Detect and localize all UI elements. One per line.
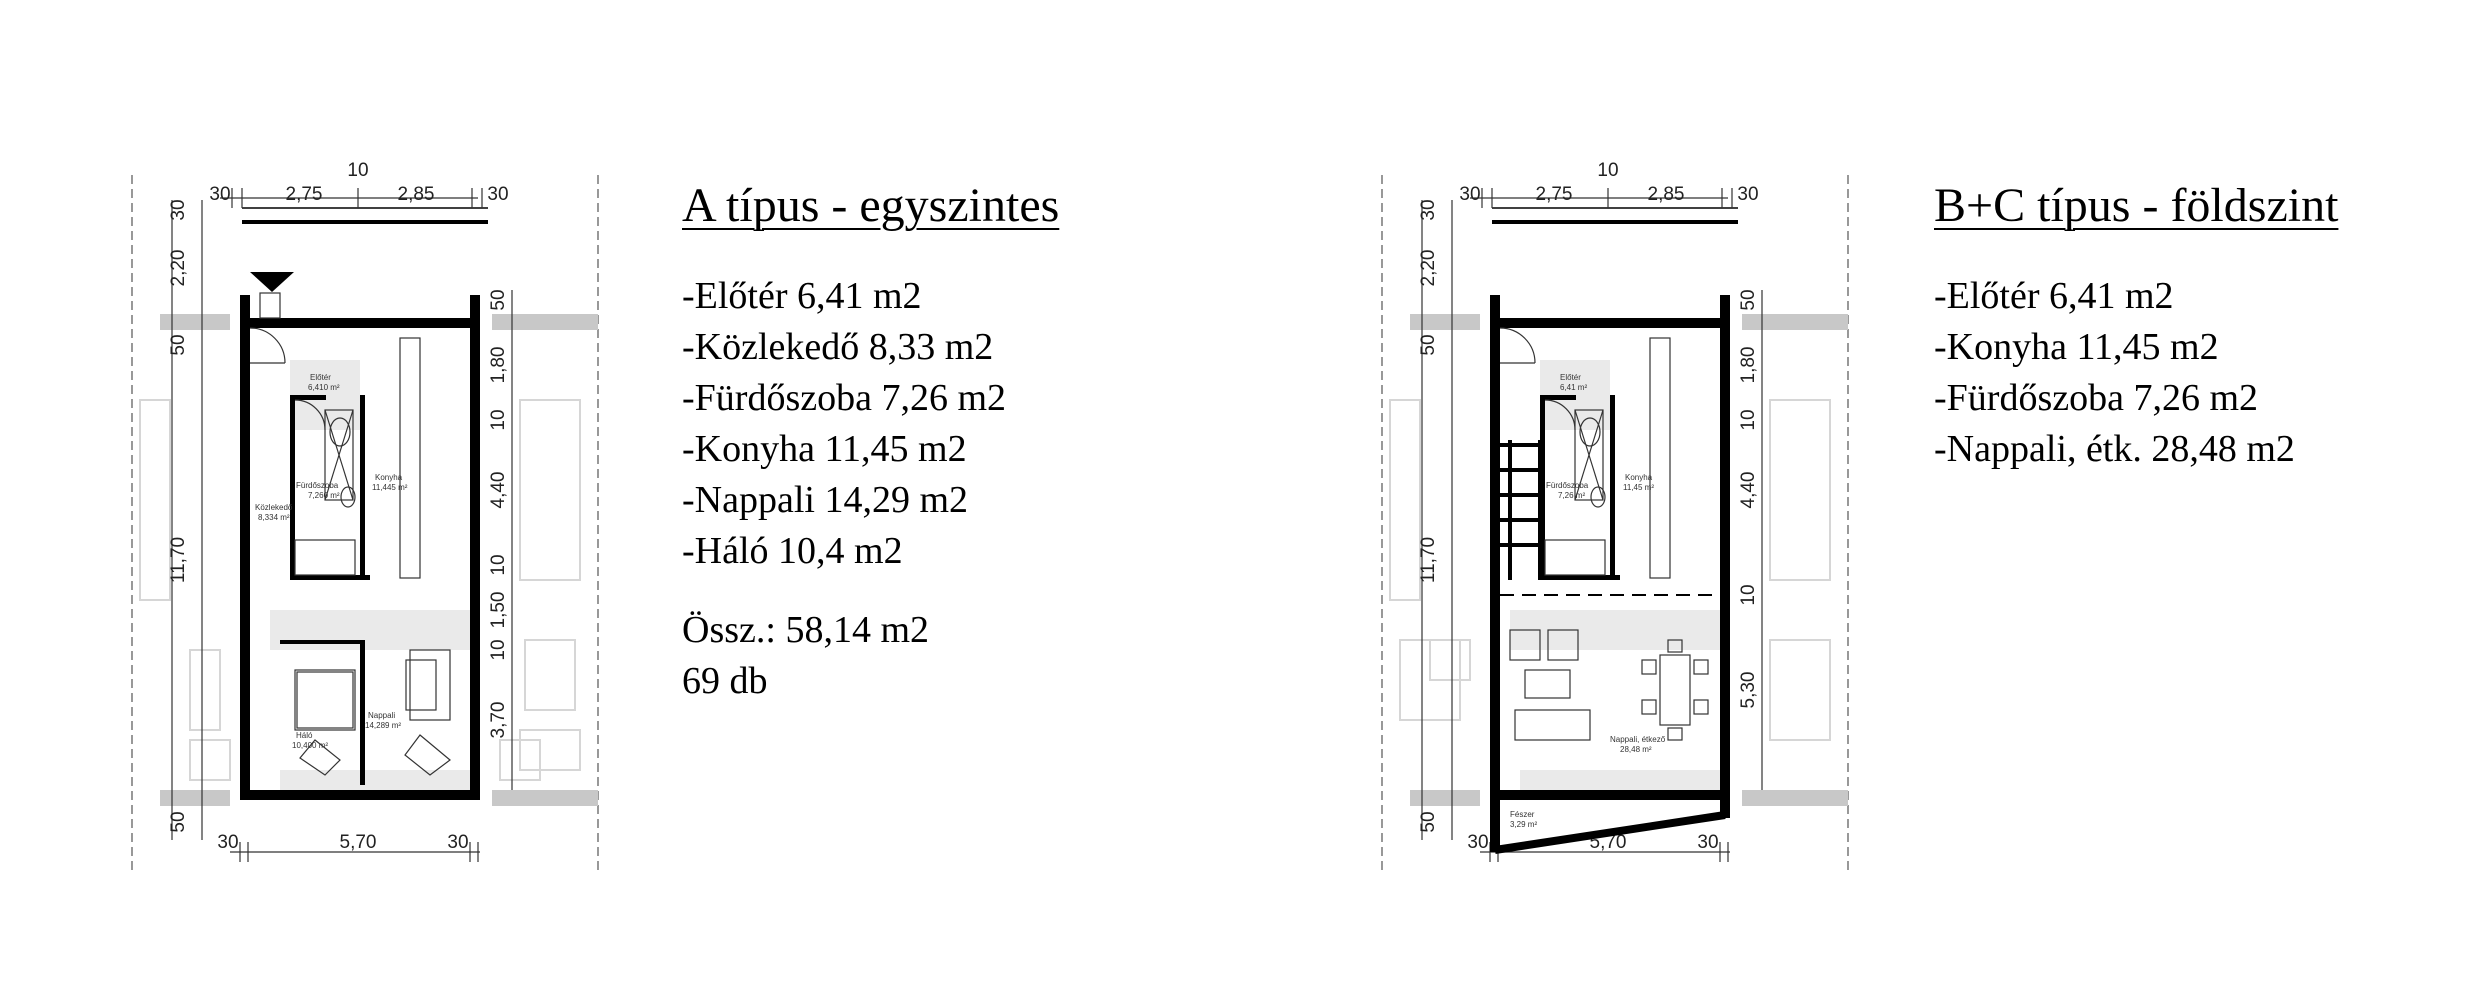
room-area-konyha: 11,445 m² bbox=[372, 483, 408, 492]
list-item: -Háló 10,4 m2 bbox=[682, 530, 903, 572]
dim-top-b: 2,75 bbox=[1535, 184, 1573, 205]
dim-left-total: 11,70 bbox=[168, 536, 189, 584]
plan-a-total: Össz.: 58,14 m2 bbox=[682, 609, 929, 651]
floor-plan-bc bbox=[1370, 0, 1890, 989]
dim-top-total: 10 bbox=[1597, 160, 1619, 181]
dim-right-4: 10 bbox=[1738, 584, 1759, 606]
legend-a bbox=[682, 178, 1059, 707]
room-area-eloter: 6,41 m² bbox=[1560, 383, 1588, 392]
dim-right-1: 1,80 bbox=[1738, 346, 1759, 384]
plan-a-title: A típus - egyszintes bbox=[682, 179, 1060, 232]
dim-left-c: 50 bbox=[168, 334, 189, 356]
dim-top-b: 2,75 bbox=[285, 184, 323, 205]
room-area-konyha: 11,45 m² bbox=[1623, 483, 1654, 492]
floor-plan-a-drawing bbox=[120, 0, 640, 989]
dim-right-3: 4,40 bbox=[1738, 471, 1759, 509]
dim-right-7: 3,70 bbox=[488, 701, 509, 739]
plan-bc-title: B+C típus - földszint bbox=[1934, 179, 2339, 232]
list-item: -Közlekedő 8,33 m2 bbox=[682, 326, 994, 368]
floor-plan-bc-drawing bbox=[1370, 0, 1890, 989]
room-label-konyha: Konyha bbox=[1625, 473, 1653, 482]
dim-right-6: 10 bbox=[488, 639, 509, 661]
dim-top-c: 2,85 bbox=[397, 184, 435, 205]
room-label-eloter: Előtér bbox=[1560, 373, 1581, 382]
floor-plan-a bbox=[120, 0, 640, 989]
room-label-feszer: Fészer bbox=[1510, 810, 1535, 819]
dim-left-a: 30 bbox=[1418, 199, 1439, 221]
room-area-halo: 10,400 m² bbox=[292, 741, 329, 750]
legend-bc bbox=[1934, 178, 2338, 475]
plan-a-room-list bbox=[682, 271, 1059, 577]
dim-left-b: 2,20 bbox=[1418, 249, 1439, 287]
dim-right-3: 4,40 bbox=[488, 471, 509, 509]
list-item: -Előtér 6,41 m2 bbox=[1934, 275, 2174, 317]
dim-bottom-c: 30 bbox=[1697, 832, 1719, 853]
room-label-halo: Háló bbox=[296, 731, 313, 740]
dim-right-chain bbox=[1738, 289, 1759, 708]
dim-left-d: 50 bbox=[1418, 811, 1439, 833]
dim-bottom-c: 30 bbox=[447, 832, 469, 853]
room-label-konyha: Konyha bbox=[375, 473, 403, 482]
room-area-nappali: 14,289 m² bbox=[365, 721, 402, 730]
plan-a-count: 69 db bbox=[682, 660, 768, 702]
room-area-kozlekedo: 8,334 m² bbox=[258, 513, 290, 522]
room-label-furdo: Fürdőszoba bbox=[1546, 481, 1589, 490]
dim-right-4: 10 bbox=[488, 554, 509, 576]
room-label-nappali: Nappali, étkező bbox=[1610, 735, 1666, 744]
room-label-eloter: Előtér bbox=[310, 373, 331, 382]
list-item: -Fürdőszoba 7,26 m2 bbox=[682, 377, 1007, 419]
list-item: -Konyha 11,45 m2 bbox=[1934, 326, 2219, 368]
dim-left-b: 2,20 bbox=[168, 249, 189, 287]
dim-left-c: 50 bbox=[1418, 334, 1439, 356]
dim-top-a: 30 bbox=[209, 184, 231, 205]
dim-left-d: 50 bbox=[168, 811, 189, 833]
entrance-marker-icon bbox=[250, 272, 294, 292]
dim-right-5: 5,30 bbox=[1738, 671, 1759, 709]
dim-bottom-b: 5,70 bbox=[1589, 832, 1627, 853]
room-area-feszer: 3,29 m² bbox=[1510, 820, 1538, 829]
dim-top-c: 2,85 bbox=[1647, 184, 1685, 205]
dim-top-d: 30 bbox=[1737, 184, 1759, 205]
dim-right-0: 50 bbox=[488, 289, 509, 311]
room-area-nappali: 28,48 m² bbox=[1620, 745, 1652, 754]
dim-right-5: 1,50 bbox=[488, 591, 509, 629]
dim-left-a: 30 bbox=[168, 199, 189, 221]
dim-bottom-a: 30 bbox=[1467, 832, 1489, 853]
dim-bottom-a: 30 bbox=[217, 832, 239, 853]
dim-top-total: 10 bbox=[347, 160, 369, 181]
dim-top-a: 30 bbox=[1459, 184, 1481, 205]
list-item: -Nappali, étk. 28,48 m2 bbox=[1934, 428, 2295, 470]
dim-right-0: 50 bbox=[1738, 289, 1759, 311]
room-label-furdo: Fürdőszoba bbox=[296, 481, 339, 490]
room-label-nappali: Nappali bbox=[368, 711, 396, 720]
list-item: -Konyha 11,45 m2 bbox=[682, 428, 967, 470]
room-area-furdo: 7,26 m² bbox=[1558, 491, 1586, 500]
dim-right-chain bbox=[488, 289, 509, 738]
room-label-kozlekedo: Közlekedő bbox=[255, 503, 293, 512]
dim-bottom-b: 5,70 bbox=[339, 832, 377, 853]
dim-right-1: 1,80 bbox=[488, 346, 509, 384]
plan-bc-room-list bbox=[1934, 271, 2338, 475]
room-area-eloter: 6,410 m² bbox=[308, 383, 340, 392]
list-item: -Nappali 14,29 m2 bbox=[682, 479, 969, 521]
dim-right-2: 10 bbox=[1738, 409, 1759, 431]
room-area-furdo: 7,260 m² bbox=[308, 491, 340, 500]
list-item: -Előtér 6,41 m2 bbox=[682, 275, 922, 317]
dim-right-2: 10 bbox=[488, 409, 509, 431]
dim-left-total: 11,70 bbox=[1418, 536, 1439, 584]
list-item: -Fürdőszoba 7,26 m2 bbox=[1934, 377, 2259, 419]
dim-top-d: 30 bbox=[487, 184, 509, 205]
